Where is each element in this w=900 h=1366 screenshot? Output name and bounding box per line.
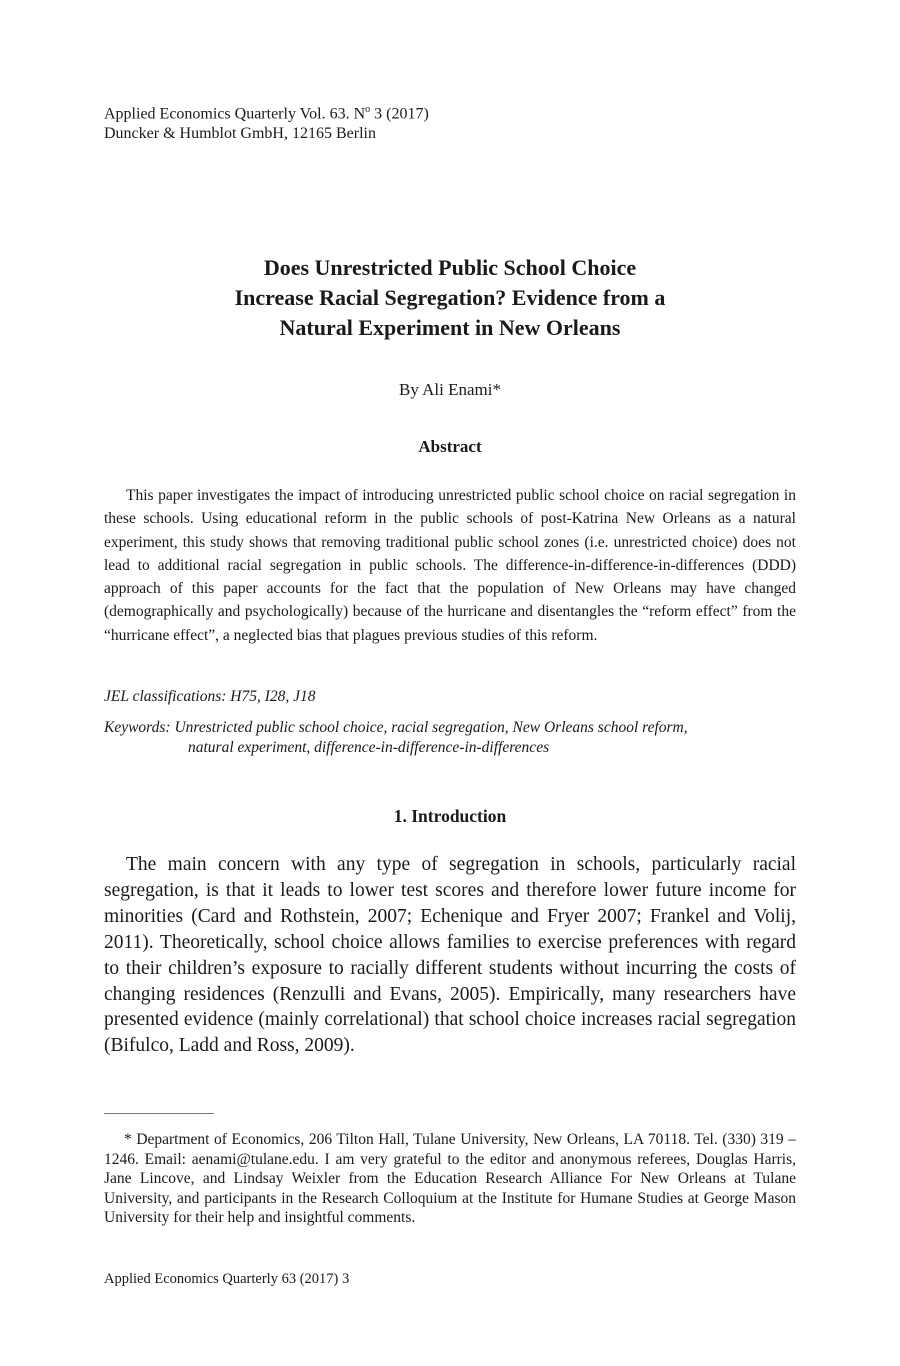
abstract-heading: Abstract: [418, 437, 482, 456]
jel-classifications: JEL classifications: H75, I28, J18: [104, 688, 316, 705]
publisher-line: Duncker & Humblot GmbH, 12165 Berlin: [104, 125, 376, 143]
footnote-rule: [104, 1113, 214, 1114]
keywords-line1: Unrestricted public school choice, racial segregation, New Orleans school reform,: [174, 719, 688, 736]
journal-header: [104, 100, 429, 144]
footnote: * Department of Economics, 206 Tilton Hall, Tulane University, New Orleans, LA 70118. Tel. (330) 319 – 1246. Email: aenami@tulane.edu. I am very grateful to the editor and anonymous referees, Douglas Harris, Jane Lincove, and Lindsay Weixler from the Education Research Alliance For New Orleans at Tulane University, and participants in the Research Colloquium at the Institute for Humane Studies at George Mason University for their help and insightful comments.: [104, 1131, 796, 1227]
introduction-paragraph: The main concern with any type of segregation in schools, particularly racial segregation, is that it leads to lower test scores and therefore lower future income for minorities (Card and Rothstein, 2007; Echenique and Fryer 2007; Frankel and Volij, 2011). Theoretically, school choice allows families to exercise preferences with regard to their children’s exposure to racially different students without incurring the costs of changing residences (Renzulli and Evans, 2005). Empirically, many researchers have presented evidence (mainly correlational) that school choice increases racial segregation (Bifulco, Ladd and Ross, 2009).: [104, 854, 796, 1057]
author-line: By Ali Enami*: [399, 380, 501, 399]
keywords-label: Keywords:: [104, 719, 171, 736]
section-heading: 1. Introduction: [393, 806, 507, 826]
paper-title: Does Unrestricted Public School Choice Increase Racial Segregation? Evidence from a Natural Experiment in New Orleans: [234, 255, 666, 340]
keywords: [104, 716, 796, 739]
abstract-text: This paper investigates the impact of introducing unrestricted public school choice on racial segregation in these schools. Using educational reform in the public schools of post-Katrina New Orleans as a natural experiment, this study shows that removing traditional public school zones (i.e. unrestricted choice) does not lead to additional racial segregation in public schools. The difference-in-difference-in-differences (DDD) approach of this paper accounts for the fact that the population of New Orleans may have changed (demographically and psychologically) because of the hurricane and disentangles the “reform effect” from the “hurricane effect”, a neglected bias that plagues previous studies of this reform.: [104, 487, 796, 644]
page-footer: Applied Economics Quarterly 63 (2017) 3: [104, 1271, 350, 1287]
keywords-line2: natural experiment, difference-in-difference-in-differences: [188, 739, 550, 756]
journal-citation: Applied Economics Quarterly Vol. 63. $N^o$ 3 (2017): [104, 104, 429, 123]
